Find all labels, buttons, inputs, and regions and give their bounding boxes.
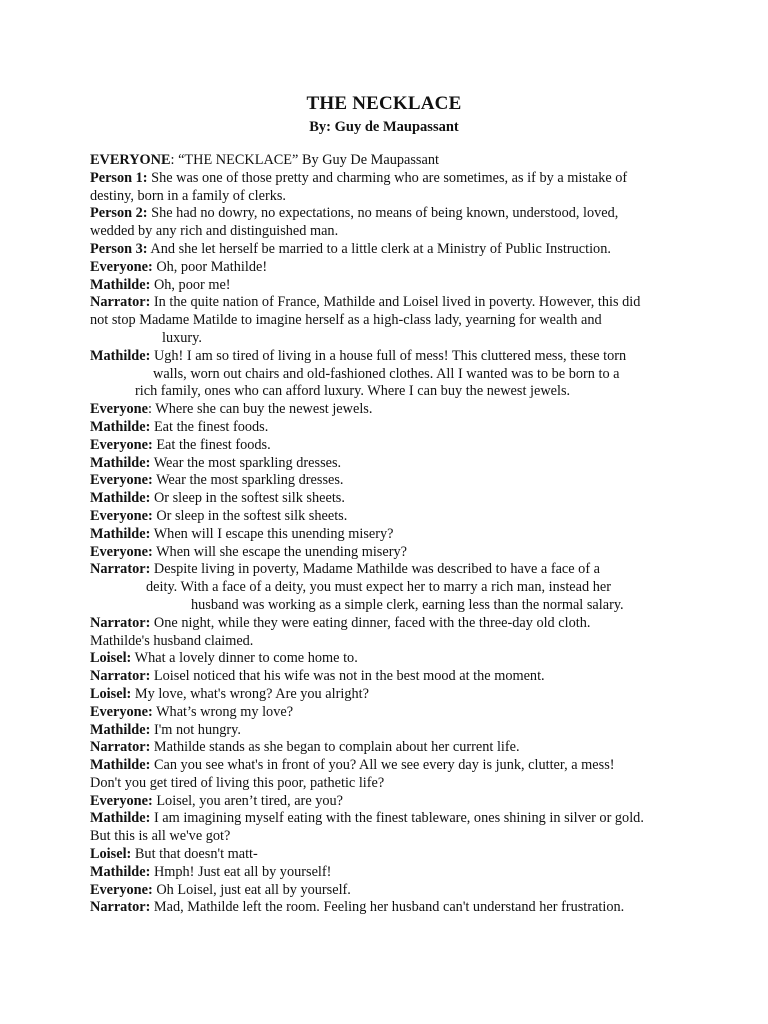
- speaker-label: Narrator:: [90, 561, 151, 578]
- speaker-label: Mathilde:: [90, 810, 151, 827]
- dialogue-text: Can you see what's in front of you? All we see every day is junk, clutter, a mess!: [153, 757, 615, 774]
- dialogue-text: walls, worn out chairs and old-fashioned clothes. All I wanted was to be born to a: [153, 365, 620, 382]
- speaker-label: Mathilde:: [90, 454, 151, 471]
- speaker-separator: :: [170, 152, 179, 168]
- script-line: [90, 810, 690, 828]
- script-line: [90, 668, 690, 686]
- script-line: [90, 188, 690, 206]
- dialogue-text: Where she can buy the newest jewels.: [155, 401, 373, 418]
- dialogue-text: Oh, poor me!: [153, 276, 231, 293]
- dialogue-text: Loisel, you aren’t tired, are you?: [156, 792, 344, 809]
- script-line: [90, 686, 690, 704]
- speaker-label: Mathilde:: [90, 276, 151, 293]
- script-line: [90, 650, 690, 668]
- speaker-label: Mathilde:: [90, 490, 151, 507]
- document-title: THE NECKLACE: [306, 93, 462, 114]
- dialogue-text: She was one of those pretty and charming who are sometimes, as if by a mistake of: [151, 169, 628, 186]
- dialogue-text: “THE NECKLACE” By Guy De Maupassant: [178, 152, 439, 168]
- dialogue-text: Wear the most sparkling dresses.: [153, 454, 342, 471]
- script-line: [90, 419, 690, 437]
- script-line: [90, 205, 690, 223]
- script-line: [90, 899, 690, 917]
- speaker-label: Everyone:: [90, 472, 153, 489]
- script-line: [90, 366, 690, 384]
- document-author: By: Guy de Maupassant: [309, 119, 459, 135]
- script-line: [90, 330, 690, 348]
- dialogue-text: Mad, Mathilde left the room. Feeling her husband can't understand her frustration.: [153, 899, 625, 916]
- dialogue-text: And she let herself be married to a little clerk at a Ministry of Public Instruction.: [150, 240, 611, 257]
- script-line: [90, 490, 690, 508]
- script-line: [90, 508, 690, 526]
- script-line: [90, 615, 690, 633]
- dialogue-text: Or sleep in the softest silk sheets.: [156, 507, 348, 524]
- dialogue-text: What’s wrong my love?: [156, 703, 294, 720]
- speaker-label: Mathilde:: [90, 863, 151, 880]
- speaker-label: Mathilde:: [90, 721, 151, 738]
- dialogue-text: Despite living in poverty, Madame Mathilde was described to have a face of a: [153, 561, 601, 578]
- dialogue-text: I'm not hungry.: [153, 721, 241, 738]
- speaker-label: Person 2:: [90, 205, 148, 222]
- dialogue-text: Eat the finest foods.: [153, 418, 269, 435]
- script-line: [90, 597, 690, 615]
- script-line: [90, 526, 690, 544]
- speaker-label: Everyone:: [90, 792, 153, 809]
- dialogue-text: wedded by any rich and distinguished man.: [90, 223, 339, 240]
- speaker-label: Narrator:: [90, 668, 151, 685]
- dialogue-text: Oh, poor Mathilde!: [156, 258, 268, 275]
- speaker-label: Mathilde:: [90, 525, 151, 542]
- script-line: [90, 312, 690, 330]
- speaker-separator: :: [147, 401, 156, 418]
- script-line: [90, 739, 690, 757]
- dialogue-text: Oh Loisel, just eat all by yourself.: [156, 881, 351, 898]
- script-line: [90, 633, 690, 651]
- dialogue-text: luxury.: [162, 329, 202, 346]
- speaker-label: EVERYONE: [90, 152, 171, 168]
- dialogue-text: husband was working as a simple clerk, earning less than the normal salary.: [191, 596, 624, 613]
- dialogue-text: destiny, born in a family of clerks.: [90, 187, 287, 204]
- dialogue-text: Eat the finest foods.: [156, 436, 271, 453]
- dialogue-text: rich family, ones who can afford luxury. Where I can buy the newest jewels.: [135, 383, 571, 400]
- script-line: [90, 846, 690, 864]
- speaker-label: Narrator:: [90, 294, 151, 311]
- dialogue-text: Hmph! Just eat all by yourself!: [153, 863, 332, 880]
- script-line: [90, 383, 690, 401]
- script-line: [90, 401, 690, 419]
- script-body: [90, 152, 690, 917]
- script-line: [90, 579, 690, 597]
- speaker-label: Everyone: [90, 401, 148, 418]
- script-line: [90, 864, 690, 882]
- script-line: [90, 828, 690, 846]
- script-line: [90, 722, 690, 740]
- speaker-label: Narrator:: [90, 899, 151, 916]
- dialogue-text: Ugh! I am so tired of living in a house full of mess! This cluttered mess, these torn: [153, 347, 627, 364]
- script-line: [90, 259, 690, 277]
- script-line: [90, 277, 690, 295]
- dialogue-text: My love, what's wrong? Are you alright?: [134, 685, 369, 702]
- dialogue-text: Loisel noticed that his wife was not in the best mood at the moment.: [153, 668, 545, 685]
- script-line: [90, 223, 690, 241]
- script-line: [90, 757, 690, 775]
- script-line: [90, 561, 690, 579]
- speaker-label: Loisel:: [90, 846, 132, 863]
- speaker-label: Mathilde:: [90, 347, 151, 364]
- dialogue-text: I am imagining myself eating with the finest tableware, ones shining in silver or gold.: [153, 810, 644, 827]
- script-line: [90, 294, 690, 312]
- speaker-label: Loisel:: [90, 685, 132, 702]
- script-line: [90, 775, 690, 793]
- dialogue-text: Don't you get tired of living this poor, pathetic life?: [90, 774, 385, 791]
- speaker-label: Loisel:: [90, 650, 132, 667]
- speaker-label: Everyone:: [90, 703, 153, 720]
- speaker-label: Mathilde:: [90, 757, 151, 774]
- script-line: [90, 472, 690, 490]
- script-line: [90, 170, 690, 188]
- speaker-label: Everyone:: [90, 507, 153, 524]
- dialogue-text: But that doesn't matt-: [134, 846, 258, 863]
- script-line: [90, 882, 690, 900]
- script-line: [90, 348, 690, 366]
- script-line: [90, 544, 690, 562]
- dialogue-text: Wear the most sparkling dresses.: [156, 472, 344, 489]
- dialogue-text: Mathilde's husband claimed.: [90, 632, 254, 649]
- speaker-label: Everyone:: [90, 881, 153, 898]
- speaker-label: Mathilde:: [90, 418, 151, 435]
- speaker-label: Everyone:: [90, 258, 153, 275]
- script-line: [90, 152, 690, 170]
- speaker-label: Person 1:: [90, 169, 148, 186]
- script-line: [90, 704, 690, 722]
- script-line: [90, 793, 690, 811]
- dialogue-text: One night, while they were eating dinner, faced with the three-day old cloth.: [153, 614, 591, 631]
- dialogue-text: When will I escape this unending misery?: [153, 525, 394, 542]
- script-line: [90, 241, 690, 259]
- dialogue-text: When will she escape the unending misery?: [156, 543, 407, 560]
- dialogue-text: In the quite nation of France, Mathilde and Loisel lived in poverty. However, this did: [153, 294, 641, 311]
- dialogue-text: Or sleep in the softest silk sheets.: [153, 490, 345, 507]
- dialogue-text: not stop Madame Matilde to imagine herself as a high-class lady, yearning for wealth and: [90, 312, 602, 329]
- dialogue-text: But this is all we've got?: [90, 828, 231, 845]
- speaker-label: Narrator:: [90, 739, 151, 756]
- speaker-label: Person 3:: [90, 240, 148, 257]
- script-line: [90, 455, 690, 473]
- speaker-label: Everyone:: [90, 436, 153, 453]
- dialogue-text: She had no dowry, no expectations, no means of being known, understood, loved,: [151, 205, 619, 222]
- script-line: [90, 437, 690, 455]
- speaker-label: Narrator:: [90, 614, 151, 631]
- dialogue-text: deity. With a face of a deity, you must expect her to marry a rich man, instead her: [146, 579, 611, 596]
- speaker-label: Everyone:: [90, 543, 153, 560]
- dialogue-text: What a lovely dinner to come home to.: [134, 650, 358, 667]
- dialogue-text: Mathilde stands as she began to complain about her current life.: [153, 739, 520, 756]
